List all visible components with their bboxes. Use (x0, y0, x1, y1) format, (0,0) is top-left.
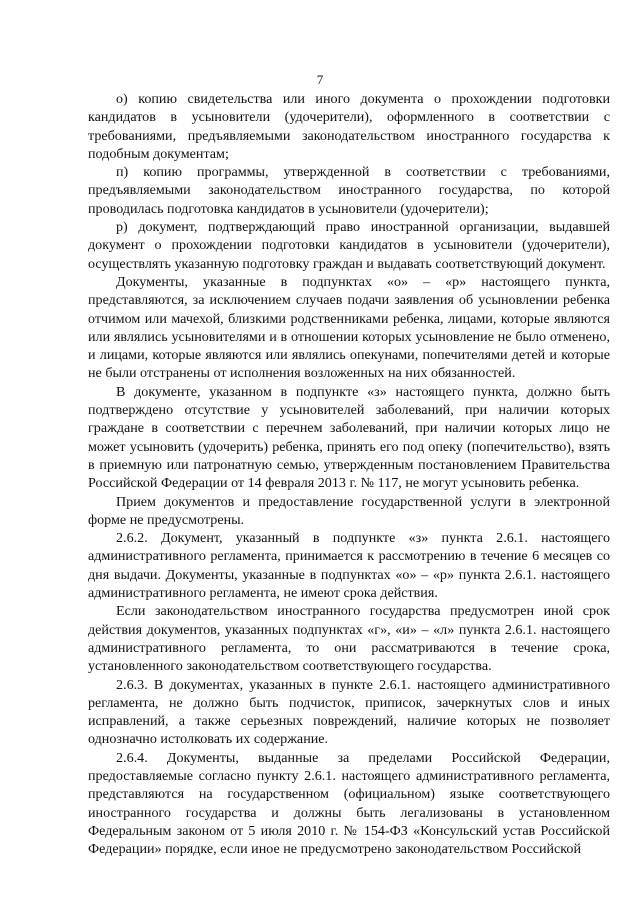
page-number: 7 (316, 72, 324, 87)
paragraph-2-6-3: 2.6.3. В документах, указанных в пункте 2.6.1. настоящего административного регламента, не должно быть подчисток, приписок, зачеркнутых слов и иных исправлений, а также серьезных повреждений, наличие которых не позволяет однозначно истолковать их содержание. (88, 676, 610, 748)
paragraph-item-p: п) копию программы, утвержденной в соответствии с требованиями, предъявляемыми законодательством иностранного государства, по которой проводилась подготовка кандидатов в усыновители (удочерители); (88, 164, 610, 217)
paragraph-2-6-4: 2.6.4. Документы, выданные за пределами Российской Федерации, предоставляемые согласно пункту 2.6.1. настоящего административного регламента, представляются на государственном (официальном) языке соответствующего иностранного государства и должны быть легализованы в установленном Федеральным законом от 5 июля 2010 г. № 154-ФЗ «Консульский устав Российской Федерации» порядке, если иное не предусмотрено законодательством Российской (88, 749, 610, 858)
document-body (88, 90, 610, 858)
paragraph-medical-document: В документе, указанном в подпункте «з» настоящего пункта, должно быть подтверждено отсутствие у усыновителей заболеваний, при наличии которых граждане в соответствии с перечнем заболеваний, при наличии которых лицо не может усыновить (удочерить) ребенка, принять его под опеку (попечительство), взять в приемную или патронатную семью, утвержденным постановлением Правительства Российской Федерации от 14 февраля 2013 г. № 117, не могут усыновить ребенка. (88, 383, 610, 492)
paragraph-item-r: р) документ, подтверждающий право иностранной организации, выдавшей документ о прохождении подготовки кандидатов в усыновители (удочерители), осуществлять указанную подготовку граждан и выдавать соответствующий документ. (88, 219, 610, 272)
paragraph-item-o: о) копию свидетельства или иного документа о прохождении подготовки кандидатов в усыновители (удочерители), оформленного в соответствии с требованиями, предъявляемыми законодательством иностранного государства к подобным документам; (88, 91, 610, 162)
paragraph-2-6-2: 2.6.2. Документ, указанный в подпункте «з» пункта 2.6.1. настоящего административного регламента, принимается к рассмотрению в течение 6 месяцев со дня выдачи. Документы, указанные в подпунктах «о» – «р» пункта 2.6.1. настоящего административного регламента, не имеют срока действия. (88, 530, 610, 602)
paragraph-electronic-form: Прием документов и предоставление государственной услуги в электронной форме не предусмотрены. (88, 493, 610, 528)
paragraph-foreign-validity: Если законодательством иностранного государства предусмотрен иной срок действия документов, указанных подпунктах «г», «и» – «л» пункта 2.6.1. настоящего административного регламента, то они рассматриваются в течение срока, установленного законодательством соответствующего государства. (88, 603, 610, 675)
paragraph-documents-o-r: Документы, указанные в подпунктах «о» – «р» настоящего пункта, представляются, за исключением случаев подачи заявления об усыновлении ребенка отчимом или мачехой, близкими родственниками ребенка, лицами, которые являются или являлись усыновителями и в отношении которых усыновление не было отменено, и лицами, которые являются или являлись опекунами, попечителями детей и которые не были отстранены от исполнения возложенных на них обязанностей. (88, 273, 610, 382)
